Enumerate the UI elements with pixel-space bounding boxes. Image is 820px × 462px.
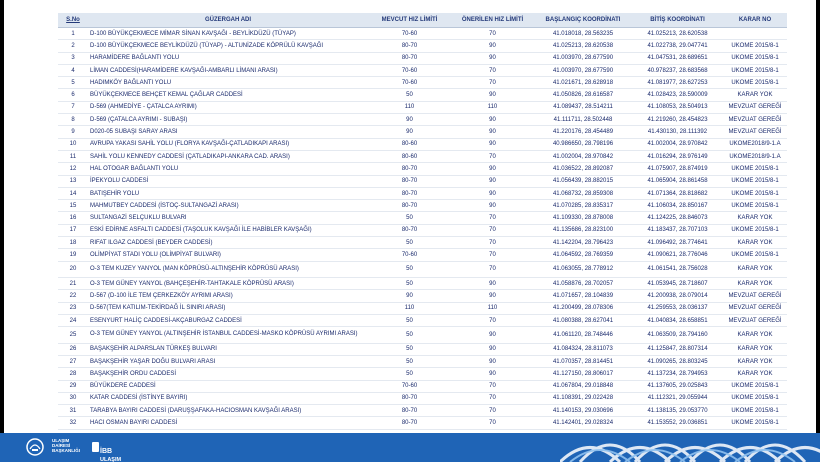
decision-no: UKOME 2015/8-1 [723,224,787,236]
end-coordinate: 41.124225, 28.846073 [632,212,723,224]
current-limit: 50 [368,89,451,101]
end-coordinate: 41.125847, 28.807314 [632,343,723,355]
table-row [58,355,787,367]
decision-no: KARAR YOK [723,355,787,367]
current-limit: 50 [368,237,451,249]
start-coordinate: 41.021671, 28.628918 [534,77,632,89]
start-coordinate: 41.142401, 29.028324 [534,417,632,429]
end-coordinate: 41.112321, 29.055944 [632,392,723,404]
route-name: HAL OTOGAR BAĞLANTI YOLU [88,163,368,175]
start-coordinate: 41.070285, 28.835317 [534,200,632,212]
current-limit: 80-70 [368,175,451,187]
end-coordinate: 41.153552, 29.036851 [632,417,723,429]
table-row [58,114,787,126]
end-coordinate: 41.137605, 29.025843 [632,380,723,392]
start-coordinate: 41.089437, 28.514211 [534,101,632,113]
header-end-coordinate: BİTİŞ KOORDİNATI [632,13,723,28]
start-coordinate: 41.071657, 28.104839 [534,290,632,302]
route-name: O-3 TEM GÜNEY YANYOL (BAHÇEŞEHİR-TAHTAKALE KÖPRÜSÜ ARASI) [88,278,368,290]
row-number: 12 [58,163,88,175]
table-row [58,224,787,236]
table-row [58,212,787,224]
row-number: 17 [58,224,88,236]
decision-no: KARAR YOK [723,327,787,343]
decision-no: MEVZUAT GEREĞİ [723,302,787,314]
table-row [58,249,787,261]
current-limit: 70-60 [368,77,451,89]
decision-no: KARAR YOK [723,368,787,380]
table-row [58,343,787,355]
table-row [58,175,787,187]
start-coordinate: 41.142204, 28.796423 [534,237,632,249]
header-no: S.No [58,13,88,28]
end-coordinate: 41.430130, 28.111392 [632,126,723,138]
ibb-ulasim-logo: İBB ULAŞIM [100,448,122,462]
row-number: 28 [58,368,88,380]
decision-no: KARAR YOK [723,237,787,249]
row-number: 18 [58,237,88,249]
route-name: HACI OSMAN BAYIRI CADDESİ [88,417,368,429]
current-limit: 50 [368,278,451,290]
table-row [58,64,787,76]
proposed-limit: 70 [451,28,534,40]
decision-no: UKOME 2015/8-1 [723,52,787,64]
proposed-limit: 90 [451,290,534,302]
proposed-limit: 110 [451,101,534,113]
route-name: BAŞAKŞEHİR ORDU CADDESİ [88,368,368,380]
table-row [58,368,787,380]
route-name: TARABYA BAYIRI CADDESİ (DARUŞŞAFAKA-HACIOSMAN KAVŞAĞI ARASI) [88,405,368,417]
end-coordinate: 40.978237, 28.683568 [632,64,723,76]
table-row [58,28,787,40]
left-border [0,0,4,462]
current-limit: 80-70 [368,224,451,236]
row-number: 9 [58,126,88,138]
row-number: 1 [58,28,88,40]
start-coordinate: 41.070357, 28.814451 [534,355,632,367]
proposed-limit: 90 [451,278,534,290]
decision-no: UKOME 2015/8-1 [723,249,787,261]
route-name: D-567 (D-100 İLE TEM ÇERKEZKÖY AYRIMI ARASI) [88,290,368,302]
route-name: D-100 BÜYÜKÇEKMECE BEYLİKDÜZÜ (TÜYAP) - ALTUNİZADE KÖPRÜLÜ KAVŞAĞI [88,40,368,52]
start-coordinate: 41.108391, 29.022428 [534,392,632,404]
row-number: 4 [58,64,88,76]
start-coordinate: 41.064592, 28.769359 [534,249,632,261]
table-row [58,261,787,277]
proposed-limit: 90 [451,114,534,126]
proposed-limit: 110 [451,302,534,314]
row-number: 25 [58,327,88,343]
end-coordinate: 41.090621, 28.776046 [632,249,723,261]
end-coordinate: 41.002004, 28.970842 [632,138,723,150]
start-coordinate: 41.018018, 28.563235 [534,28,632,40]
route-name: D-100 BÜYÜKÇEKMECE MİMAR SİNAN KAVŞAĞI - BEYLİKDÜZÜ (TÜYAP) [88,28,368,40]
route-name: KATAR CADDESİ (İSTİNYE BAYIRI) [88,392,368,404]
current-limit: 80-70 [368,392,451,404]
department-name: ULAŞIM DAİRESİ BAŞKANLIĞI [52,438,80,453]
table-row [58,278,787,290]
end-coordinate: 41.108053, 28.504913 [632,101,723,113]
row-number: 19 [58,249,88,261]
table-row [58,200,787,212]
route-name: D-569 (ÇATALCA AYRIMI - SUBAŞI) [88,114,368,126]
table-header-row [58,13,787,28]
row-number: 27 [58,355,88,367]
decision-no: UKOME 2015/8-1 [723,200,787,212]
start-coordinate: 41.003970, 28.677590 [534,52,632,64]
end-coordinate: 41.096492, 28.774641 [632,237,723,249]
route-name: D-567(TEM KATILIM-TEKİRDAĞ İL SINIRI ARASI) [88,302,368,314]
decision-no: UKOME 2015/8-1 [723,187,787,199]
current-limit: 50 [368,314,451,326]
route-name: O-3 TEM KUZEY YANYOL (MAN KÖPRÜSÜ-ALTINŞEHİR KÖPRÜSÜ ARASI) [88,261,368,277]
current-limit: 50 [368,261,451,277]
decision-no: MEVZUAT GEREĞİ [723,290,787,302]
table-row [58,392,787,404]
table-row [58,302,787,314]
proposed-limit: 90 [451,126,534,138]
end-coordinate: 41.065904, 28.861458 [632,175,723,187]
route-name: BAŞAKŞEHİR YAŞAR DOĞU BULVARI ARASI [88,355,368,367]
end-coordinate: 41.183437, 28.707103 [632,224,723,236]
decision-no: UKOME 2015/8-1 [723,417,787,429]
route-name: MAHMUTBEY CADDESİ (İSTOÇ-SULTANGAZİ ARASI) [88,200,368,212]
end-coordinate: 41.138135, 29.053770 [632,405,723,417]
route-name: SAHİL YOLU KENNEDY CADDESİ (ÇATLADIKAPI-ANKARA CAD. ARASI) [88,150,368,162]
proposed-limit: 70 [451,380,534,392]
current-limit: 50 [368,327,451,343]
current-limit: 70-60 [368,28,451,40]
proposed-limit: 70 [451,314,534,326]
table-row [58,52,787,64]
current-limit: 80-60 [368,138,451,150]
start-coordinate: 40.986650, 28.798196 [534,138,632,150]
row-number: 2 [58,40,88,52]
row-number: 24 [58,314,88,326]
current-limit: 80-70 [368,52,451,64]
start-coordinate: 41.084324, 28.811073 [534,343,632,355]
proposed-limit: 90 [451,368,534,380]
table-row [58,101,787,113]
row-number: 29 [58,380,88,392]
end-coordinate: 41.071364, 28.818682 [632,187,723,199]
route-name: HARAMİDERE BAĞLANTI YOLU [88,52,368,64]
decision-no: UKOME2018/9-1.A [723,138,787,150]
current-limit: 70-60 [368,64,451,76]
route-name: D020-05 SUBAŞI SARAY ARASI [88,126,368,138]
proposed-limit: 90 [451,163,534,175]
decision-no: KARAR YOK [723,278,787,290]
decision-no: UKOME 2015/8-1 [723,163,787,175]
table-row [58,138,787,150]
current-limit: 80-70 [368,40,451,52]
start-coordinate: 41.127150, 28.806017 [534,368,632,380]
proposed-limit: 90 [451,343,534,355]
end-coordinate: 41.200938, 28.079014 [632,290,723,302]
row-number: 23 [58,302,88,314]
route-name: ESENYURT HALİÇ CADDESİ-AKÇABURGAZ CADDESİ [88,314,368,326]
proposed-limit: 90 [451,52,534,64]
start-coordinate: 41.109330, 28.878008 [534,212,632,224]
route-name: BATIŞEHİR YOLU [88,187,368,199]
route-name: BÜYÜKÇEKMECE BEHÇET KEMAL ÇAĞLAR CADDESİ [88,89,368,101]
row-number: 31 [58,405,88,417]
start-coordinate: 41.140153, 29.030696 [534,405,632,417]
header-current-limit: MEVCUT HIZ LİMİTİ [368,13,451,28]
current-limit: 80-70 [368,405,451,417]
start-coordinate: 41.056439, 28.882015 [534,175,632,187]
row-number: 10 [58,138,88,150]
decision-no: MEVZUAT GEREĞİ [723,114,787,126]
decision-no: UKOME2018/9-1.A [723,150,787,162]
end-coordinate: 41.053945, 28.718607 [632,278,723,290]
start-coordinate: 41.111711, 28.502448 [534,114,632,126]
header-route: GÜZERGAH ADI [88,13,368,28]
start-coordinate: 41.220176, 28.454489 [534,126,632,138]
speed-limit-table [58,13,787,430]
row-number: 15 [58,200,88,212]
end-coordinate: 41.259553, 28.036137 [632,302,723,314]
current-limit: 80-70 [368,187,451,199]
row-number: 14 [58,187,88,199]
decision-no: KARAR YOK [723,212,787,224]
end-coordinate: 41.106034, 28.850167 [632,200,723,212]
proposed-limit: 70 [451,150,534,162]
route-name: ESKİ EDİRNE ASFALTI CADDESİ (TAŞOLUK KAVŞAĞI İLE HABİBLER KAVŞAĞI) [88,224,368,236]
proposed-limit: 70 [451,417,534,429]
row-number: 21 [58,278,88,290]
route-name: OLİMPİYAT STADI YOLU (OLİMPİYAT BULVARI) [88,249,368,261]
route-name: İPEKYOLU CADDESİ [88,175,368,187]
row-number: 26 [58,343,88,355]
proposed-limit: 70 [451,249,534,261]
current-limit: 50 [368,368,451,380]
start-coordinate: 41.068732, 28.859308 [534,187,632,199]
end-coordinate: 41.047531, 28.689651 [632,52,723,64]
row-number: 32 [58,417,88,429]
proposed-limit: 90 [451,355,534,367]
table-row [58,89,787,101]
end-coordinate: 41.081977, 28.627253 [632,77,723,89]
table-row [58,290,787,302]
row-number: 11 [58,150,88,162]
proposed-limit: 70 [451,392,534,404]
proposed-limit: 70 [451,405,534,417]
ibb-emblem-icon [22,437,48,457]
table-row [58,237,787,249]
proposed-limit: 70 [451,212,534,224]
decision-no: KARAR YOK [723,89,787,101]
current-limit: 50 [368,355,451,367]
end-coordinate: 41.137234, 28.794953 [632,368,723,380]
row-number: 3 [58,52,88,64]
row-number: 22 [58,290,88,302]
row-number: 13 [58,175,88,187]
row-number: 8 [58,114,88,126]
current-limit: 70-60 [368,380,451,392]
table-row [58,40,787,52]
route-name: SULTANGAZİ SELÇUKLU BULVARI [88,212,368,224]
end-coordinate: 41.090265, 28.803245 [632,355,723,367]
row-number: 16 [58,212,88,224]
table-row [58,187,787,199]
proposed-limit: 70 [451,77,534,89]
row-number: 6 [58,89,88,101]
start-coordinate: 41.200499, 28.078306 [534,302,632,314]
header-proposed-limit: ÖNERİLEN HIZ LİMİTİ [451,13,534,28]
proposed-limit: 90 [451,89,534,101]
current-limit: 50 [368,343,451,355]
route-name: BÜYÜKDERE CADDESİ [88,380,368,392]
current-limit: 80-60 [368,150,451,162]
start-coordinate: 41.061120, 28.748446 [534,327,632,343]
decision-no: UKOME 2015/8-1 [723,392,787,404]
decision-no: MEVZUAT GEREĞİ [723,101,787,113]
decision-no: UKOME 2015/8-1 [723,405,787,417]
table-row [58,417,787,429]
decision-no: MEVZUAT GEREĞİ [723,314,787,326]
proposed-limit: 90 [451,40,534,52]
end-coordinate: 41.219260, 28.454823 [632,114,723,126]
wave-pattern-icon [560,433,820,462]
header-decision-no: KARAR NO [723,13,787,28]
decision-no: UKOME 2015/8-1 [723,77,787,89]
end-coordinate: 41.025213, 28.620538 [632,28,723,40]
table-row [58,314,787,326]
route-name: D-569 (AHMEDİYE - ÇATALCA AYRIMI) [88,101,368,113]
current-limit: 90 [368,290,451,302]
proposed-limit: 90 [451,138,534,150]
start-coordinate: 41.025213, 28.620538 [534,40,632,52]
table-row [58,405,787,417]
current-limit: 80-70 [368,417,451,429]
row-number: 7 [58,101,88,113]
route-name: HADIMKÖY BAĞLANTI YOLU [88,77,368,89]
end-coordinate: 41.063509, 28.794160 [632,327,723,343]
row-number: 20 [58,261,88,277]
proposed-limit: 70 [451,64,534,76]
end-coordinate: 41.022738, 29.047741 [632,40,723,52]
current-limit: 110 [368,101,451,113]
start-coordinate: 41.036522, 28.892087 [534,163,632,175]
header-start-coordinate: BAŞLANGIÇ KOORDİNATI [534,13,632,28]
end-coordinate: 41.075907, 28.874919 [632,163,723,175]
start-coordinate: 41.063055, 28.778912 [534,261,632,277]
route-name: LİMAN CADDESİ(HARAMİDERE KAVŞAĞI-AMBARLI LİMANI ARASI) [88,64,368,76]
end-coordinate: 41.061541, 28.756028 [632,261,723,277]
start-coordinate: 41.067804, 29.018848 [534,380,632,392]
current-limit: 80-70 [368,163,451,175]
decision-no: KARAR YOK [723,343,787,355]
proposed-limit: 90 [451,327,534,343]
ibb-ulasim-logo-icon [92,442,99,452]
table-row [58,77,787,89]
decision-no: UKOME 2015/8-1 [723,40,787,52]
table-row [58,380,787,392]
current-limit: 50 [368,212,451,224]
table-row [58,126,787,138]
route-name: AVRUPA YAKASI SAHİL YOLU (FLORYA KAVŞAĞI-ÇATLADIKAPI ARASI) [88,138,368,150]
route-name: BAŞAKŞEHİR ALPARSLAN TÜRKEŞ BULVARI [88,343,368,355]
decision-no: UKOME 2015/8-1 [723,64,787,76]
decision-no: MEVZUAT GEREĞİ [723,126,787,138]
start-coordinate: 41.003970, 28.677590 [534,64,632,76]
table-row [58,150,787,162]
decision-no [723,28,787,40]
route-name: O-3 TEM GÜNEY YANYOL (ALTINŞEHİR İSTANBUL CADDESİ-MASKO KÖPRÜSÜ AYRIMI ARASI) [88,327,368,343]
right-border [816,0,820,462]
row-number: 30 [58,392,88,404]
start-coordinate: 41.002004, 28.970842 [534,150,632,162]
decision-no: UKOME 2015/8-1 [723,380,787,392]
end-coordinate: 41.016294, 28.976149 [632,150,723,162]
decision-no: KARAR YOK [723,261,787,277]
current-limit: 80-70 [368,200,451,212]
table-row [58,327,787,343]
decision-no: UKOME 2015/8-1 [723,175,787,187]
proposed-limit: 70 [451,237,534,249]
proposed-limit: 90 [451,187,534,199]
route-name: RIFAT ILGAZ CADDESİ (BEYDER CADDESİ) [88,237,368,249]
start-coordinate: 41.050826, 28.616587 [534,89,632,101]
table-body [58,28,787,430]
current-limit: 110 [368,302,451,314]
row-number: 5 [58,77,88,89]
current-limit: 70-60 [368,249,451,261]
start-coordinate: 41.080388, 28.627041 [534,314,632,326]
end-coordinate: 41.028423, 28.590009 [632,89,723,101]
end-coordinate: 41.040834, 28.658851 [632,314,723,326]
table-row [58,163,787,175]
start-coordinate: 41.135686, 28.823100 [534,224,632,236]
current-limit: 90 [368,114,451,126]
proposed-limit: 90 [451,200,534,212]
start-coordinate: 41.058876, 28.702057 [534,278,632,290]
proposed-limit: 70 [451,224,534,236]
proposed-limit: 90 [451,175,534,187]
current-limit: 90 [368,126,451,138]
footer-bar [0,433,820,462]
proposed-limit: 70 [451,261,534,277]
